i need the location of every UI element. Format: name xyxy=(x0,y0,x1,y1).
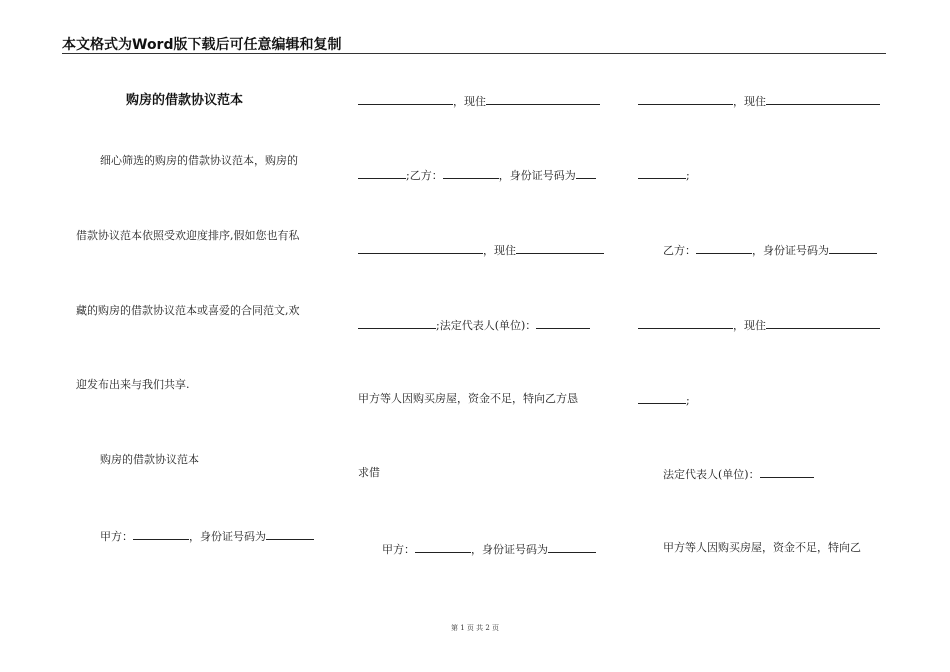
right-line-7: 甲方等人因购买房屋，资金不足，特向乙 xyxy=(663,541,861,554)
blank-field xyxy=(766,317,880,329)
mid-line-3 xyxy=(358,242,604,258)
right-line-4 xyxy=(638,317,880,333)
blank-field xyxy=(638,167,686,179)
blank-field xyxy=(766,93,880,105)
legal-rep-label: 法定代表人(单位)： xyxy=(663,468,760,481)
body-line-2: 借款协议范本依照受欢迎度排序,假如您也有私 xyxy=(76,229,300,242)
page-number: 第 1 页 共 2 页 xyxy=(450,624,500,632)
blank-field xyxy=(638,317,733,329)
semicolon: ; xyxy=(686,394,690,407)
address-label: ，现住 xyxy=(453,95,486,108)
blank-field xyxy=(415,541,471,553)
middle-column xyxy=(357,0,605,672)
address-label: ，现住 xyxy=(733,319,766,332)
body-line-1: 细心筛选的购房的借款协议范本，购房的 xyxy=(100,154,298,167)
blank-field xyxy=(638,392,686,404)
party-a-label: 甲方： xyxy=(382,543,415,556)
blank-field xyxy=(548,541,596,553)
party-a-label: 甲方： xyxy=(100,530,133,543)
left-column xyxy=(74,0,326,672)
header-title: 本文格式为Word版下载后可任意编辑和复制 xyxy=(62,37,342,53)
right-line-3 xyxy=(663,242,877,258)
blank-field xyxy=(760,466,814,478)
blank-field xyxy=(266,528,314,540)
blank-field xyxy=(358,93,453,105)
blank-field xyxy=(638,93,733,105)
id-number-label: ，身份证号码为 xyxy=(189,530,266,543)
mid-line-1 xyxy=(358,93,600,109)
address-label: ，现住 xyxy=(733,95,766,108)
blank-field xyxy=(358,242,483,254)
id-number-label: ，身份证号码为 xyxy=(471,543,548,556)
blank-field xyxy=(536,317,590,329)
mid-line-5: 甲方等人因购买房屋，资金不足，特向乙方恳 xyxy=(358,392,578,405)
right-column xyxy=(638,0,886,672)
right-line-2 xyxy=(638,167,690,183)
blank-field xyxy=(829,242,877,254)
blank-field xyxy=(443,167,499,179)
mid-line-4 xyxy=(358,317,590,333)
blank-field xyxy=(358,317,436,329)
party-b-label: ;乙方： xyxy=(406,169,443,182)
right-line-1 xyxy=(638,93,880,109)
id-number-label: ，身份证号码为 xyxy=(752,244,829,257)
address-label: ，现住 xyxy=(483,244,516,257)
mid-line-7 xyxy=(382,541,596,557)
section-heading: 购房的借款协议范本 xyxy=(100,453,199,466)
party-a-line xyxy=(100,528,314,544)
mid-line-6: 求借 xyxy=(358,466,380,479)
legal-rep-label: ;法定代表人(单位)： xyxy=(436,319,537,332)
id-number-label: ，身份证号码为 xyxy=(498,169,576,182)
right-line-6 xyxy=(663,466,814,482)
right-line-5 xyxy=(638,392,690,408)
blank-field xyxy=(486,93,600,105)
blank-field xyxy=(358,167,406,179)
mid-line-2 xyxy=(358,167,596,183)
body-line-4: 迎发布出来与我们共享. xyxy=(76,378,190,391)
semicolon: ; xyxy=(686,169,690,182)
party-b-label: 乙方： xyxy=(663,244,696,257)
body-line-3: 藏的购房的借款协议范本或喜爱的合同范文,欢 xyxy=(76,304,300,317)
blank-field xyxy=(696,242,752,254)
blank-field xyxy=(133,528,189,540)
blank-field xyxy=(516,242,604,254)
document-title: 购房的借款协议范本 xyxy=(126,93,244,108)
blank-field xyxy=(576,167,596,179)
